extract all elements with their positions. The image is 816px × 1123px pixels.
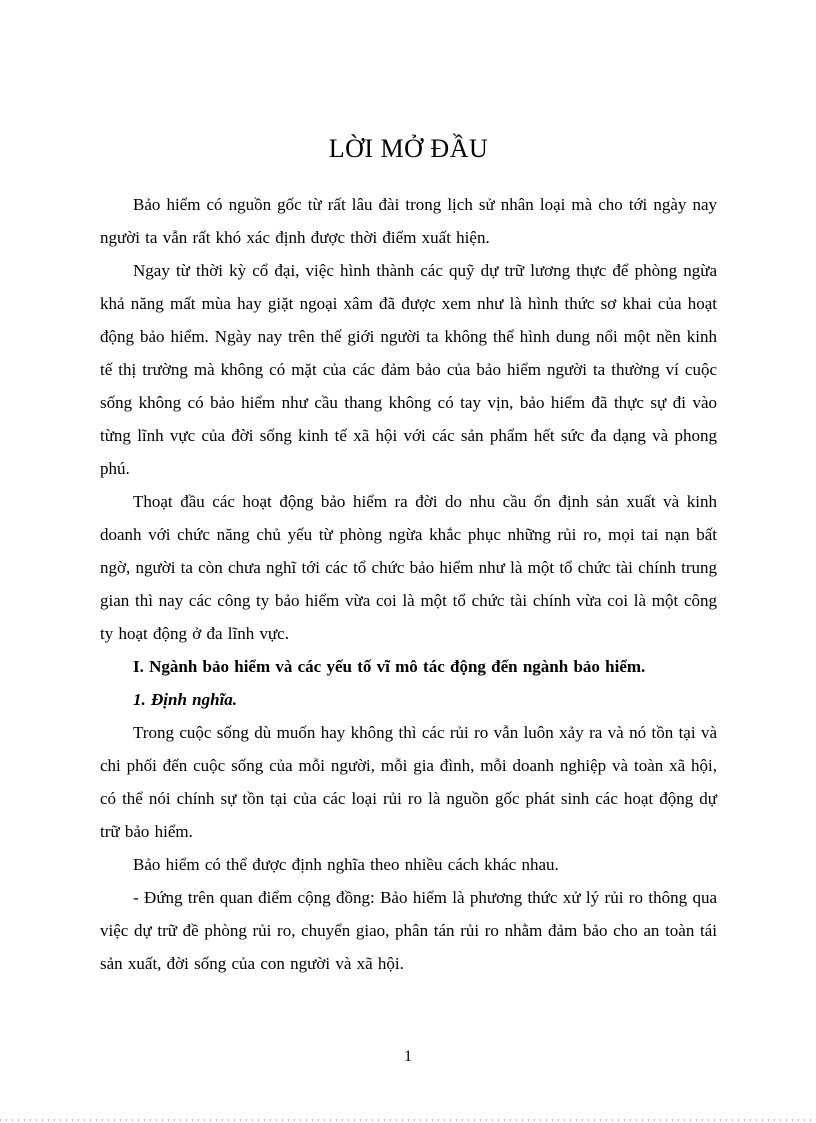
- section-heading: I. Ngành bảo hiểm và các yếu tố vĩ mô tác động đến ngành bảo hiểm.: [133, 657, 646, 676]
- document-content: [100, 130, 717, 980]
- page-number: 1: [404, 1048, 412, 1065]
- paragraph: Bảo hiểm có nguồn gốc từ rất lâu đài trong lịch sử nhân loại mà cho tới ngày nay người ta vẫn rất khó xác định được thời điểm xuất hiện.: [100, 195, 717, 247]
- subsection-heading: 1. Định nghĩa.: [133, 690, 238, 709]
- paragraph: Ngay từ thời kỳ cổ đại, việc hình thành các quỹ dự trữ lương thực để phòng ngừa khả năng mất mùa hay giặt ngoại xâm đã được xem như là hình thức sơ khai của hoạt động bảo hiểm. Ngày nay trên thế giới người ta không thể hình dung nổi một nền kinh tế thị trường mà không có mặt của các đảm bảo của bảo hiểm người ta thường ví cuộc sống không có bảo hiểm như cầu thang không có tay vịn, bảo hiểm đã thực sự đi vào từng lĩnh vực của đời sống kinh tế xã hội với các sản phẩm hết sức đa dạng và phong phú.: [100, 261, 717, 478]
- paragraph: Thoạt đầu các hoạt động bảo hiểm ra đời do nhu cầu ổn định sản xuất và kinh doanh với chức năng chủ yếu từ phòng ngừa khắc phục những rủi ro, mọi tai nạn bất ngờ, người ta còn chưa nghĩ tới các tổ chức bảo hiểm như là một tổ chức tài chính trung gian thì nay các công ty bảo hiểm vừa coi là một tổ chức tài chính vừa coi là một công ty hoạt động ở đa lĩnh vực.: [100, 492, 717, 643]
- paragraph: Bảo hiểm có thể được định nghĩa theo nhiều cách khác nhau.: [133, 855, 559, 874]
- page-boundary-dotted-line: [0, 1119, 816, 1121]
- document-title: LỜI MỞ ĐẦU: [328, 134, 489, 163]
- paragraph: - Đứng trên quan điểm cộng đồng: Bảo hiểm là phương thức xử lý rủi ro thông qua việc dự trữ đề phòng rủi ro, chuyển giao, phân tán rủi ro nhằm đảm bảo cho an toàn tái sản xuất, đời sống của con người và xã hội.: [100, 888, 717, 973]
- paragraph: Trong cuộc sống dù muốn hay không thì các rủi ro vẫn luôn xảy ra và nó tồn tại và chi phối đến cuộc sống của mỗi người, mỗi gia đình, mỗi doanh nghiệp và toàn xã hội, có thể nói chính sự tồn tại của các loại rủi ro là nguồn gốc phát sinh các hoạt động dự trữ bảo hiểm.: [100, 723, 717, 841]
